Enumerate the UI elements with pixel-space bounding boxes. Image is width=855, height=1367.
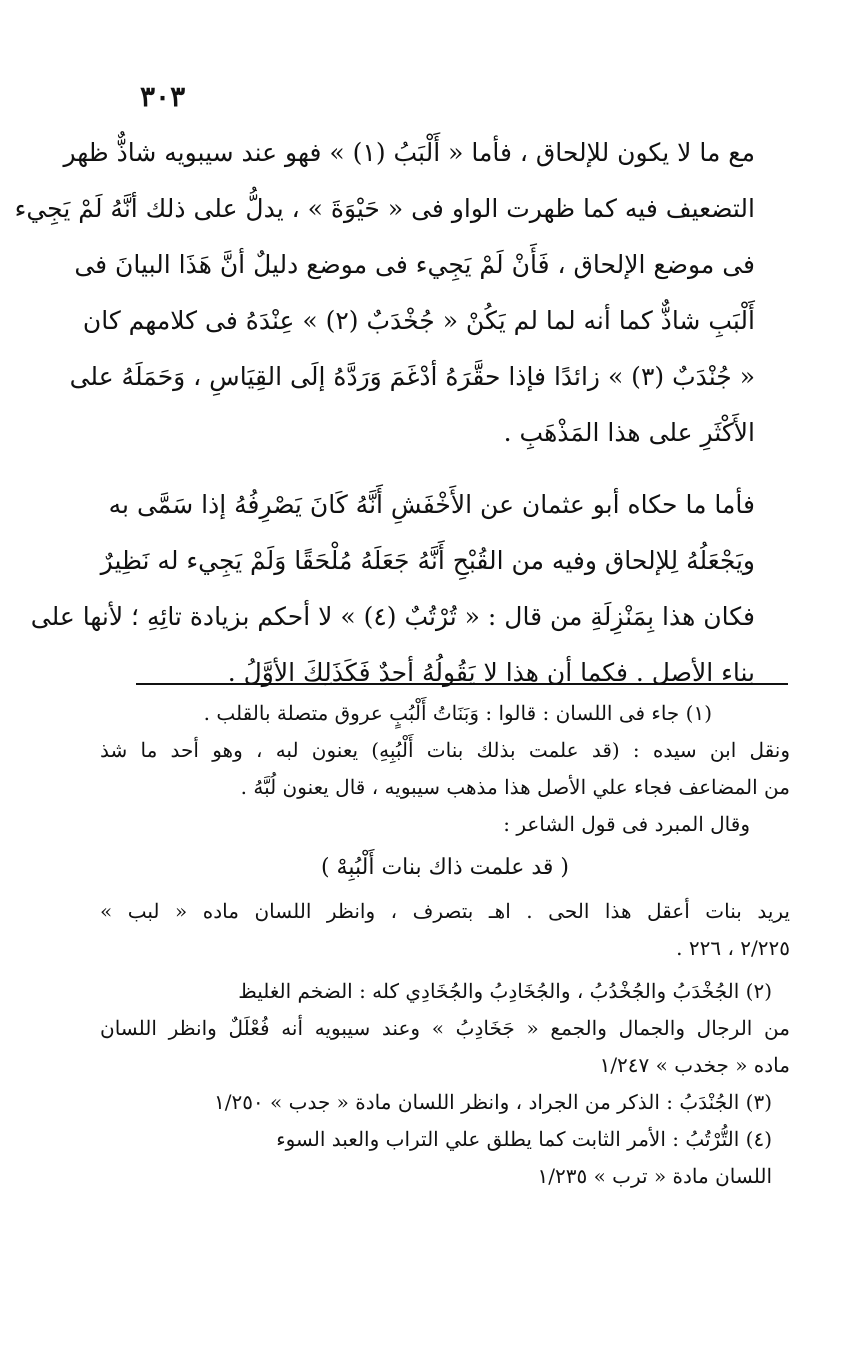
footnote-2-line: (٢) الجُخْدَبُ والجُخْدُبُ ، والجُخَادِبُ والجُخَادِي كله : الضخم الغليظ [238, 979, 772, 1003]
footnote-4-line: (٤) التُّرْتُبُ : الأمر الثابت كما يطلق علي التراب والعبد السوء [276, 1127, 772, 1151]
text-line: فأما ما حكاه أبو عثمان عن الأَخْفَشِ أَنَّهُ كَانَ يَصْرِفُهُ إذا سَمَّى به [108, 490, 755, 519]
footnote-divider [136, 683, 788, 685]
page-number: ٣٠٣ [140, 80, 186, 113]
footnote-1-line: (١) جاء فى اللسان : قالوا : وَبَنَاتُ أَلْبُبٍ عروق متصلة بالقلب . [203, 701, 712, 725]
text-line: بناء الأصل . فكما أن هذا لا يَقُولُهُ أحدٌ فَكَذَلِكَ الأوَّلُ . [227, 658, 755, 687]
text-line: مع ما لا يكون للإلحاق ، فأما « أَلْبَبُ (١) » فهو عند سيبويه شاذٌّ ظهر [63, 138, 755, 167]
text-line: « جُنْدَبٌ (٣) » زائدًا فإذا حقَّرَهُ أدْغَمَ وَرَدَّهُ إلَى القِيَاسِ ، وَحَمَلَهُ على [69, 362, 755, 391]
text-line: فى موضع الإلحاق ، فَأَنْ لَمْ يَجِيء فى موضع دليلٌ أنَّ هَذَا البيانَ فى [74, 250, 755, 279]
footnote-2-line: ماده « جخدب » ١/٢٤٧ [599, 1053, 790, 1077]
footnote-2-line: من الرجال والجمال والجمع « جَخَادِبُ » وعند سيبويه أنه فُعْلَلٌ وانظر اللسان [100, 1016, 790, 1040]
footnote-1-line: يريد بنات أعقل هذا الحى . اهـ بتصرف ، وانظر اللسان ماده « لبب » [100, 899, 790, 923]
footnote-1-line: ونقل ابن سيده : (قد علمت بذلك بنات أَلْبُبِهِ) يعنون لبه ، وهو أحد ما شذ [100, 738, 790, 762]
text-line: التضعيف فيه كما ظهرت الواو فى « حَيْوَةَ » ، يدلُّ على ذلك أنَّهُ لَمْ يَجِيء [14, 194, 755, 223]
footnotes [100, 695, 790, 1195]
text-line: ويَجْعَلُهُ لِلإلحاق وفيه من القُبْحِ أَنَّهُ جَعَلَهُ مُلْحَقًا وَلَمْ يَجِيء له نَظِيرٌ [100, 546, 755, 575]
text-line: فكان هذا بِمَنْزِلَةِ من قال : « تُرْتُبٌ (٤) » لا أحكم بزيادة تائِهِ ؛ لأنها على [30, 602, 755, 631]
footnote-4-line: اللسان مادة « ترب » ١/٢٣٥ [537, 1164, 772, 1188]
footnote-1-line: وقال المبرد فى قول الشاعر : [503, 812, 750, 836]
footnote-verse: ( قد علمت ذاك بنات أَلْبُبِهْ ) [320, 855, 570, 880]
text-line: أَلْبَبِ شاذٌّ كما أنه لما لم يَكُنْ « جُخْدَبٌ (٢) » عِنْدَهُ فى كلامهم كان [82, 306, 755, 335]
main-text [14, 125, 755, 701]
text-line: الأَكْثَرِ على هذا المَذْهَبِ . [503, 418, 755, 447]
footnote-1-line: من المضاعف فجاء علي الأصل هذا مذهب سيبويه ، قال يعنون لُبَّهُ . [240, 775, 790, 799]
footnote-1-line: ٢/٢٢٥ ، ٢٢٦ . [676, 936, 790, 960]
footnote-3-line: (٣) الجُنْدَبُ : الذكر من الجراد ، وانظر اللسان مادة « جدب » ١/٢٥٠ [213, 1090, 772, 1114]
